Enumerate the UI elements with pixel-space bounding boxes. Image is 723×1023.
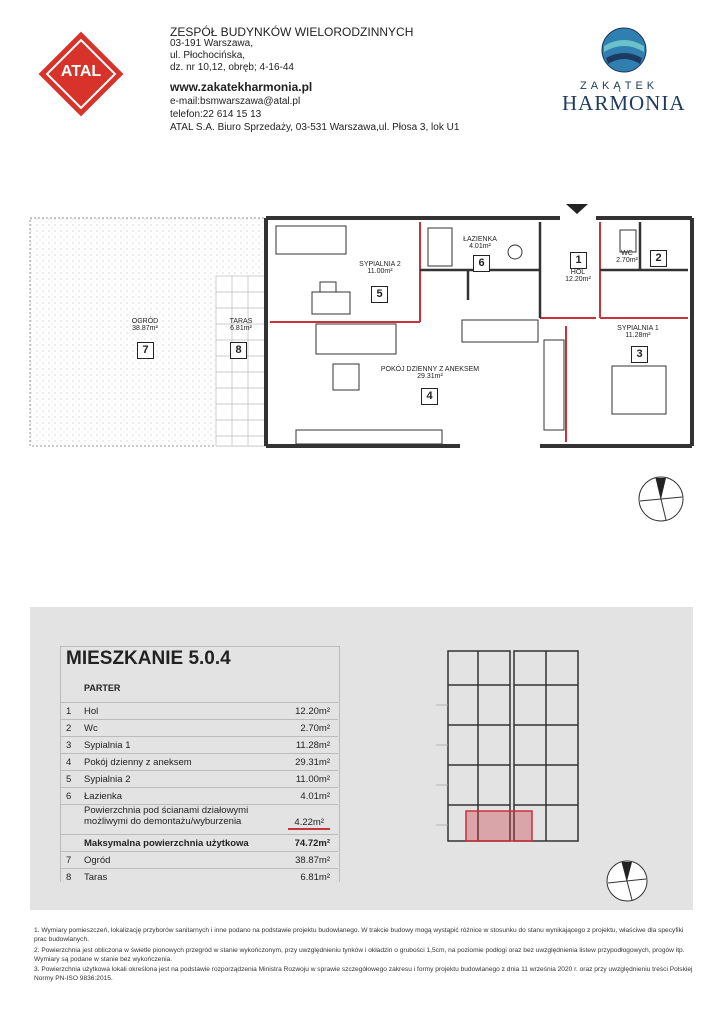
phone-text: telefon:22 614 15 13 — [170, 109, 262, 120]
room-1-number: 1 — [570, 252, 587, 269]
atal-logo-text: ATAL — [60, 63, 102, 80]
room-5-number: 5 — [371, 286, 388, 303]
room-2-label: WC 2.70m² — [616, 250, 638, 264]
highlighted-apartment — [466, 811, 532, 841]
room-6-label: ŁAZIENKA 4.01m² — [463, 236, 497, 250]
address-line-3: dz. nr 10,12, obręb; 4-16-44 — [170, 62, 294, 73]
compass-icon-small — [604, 858, 650, 904]
footnote-3: 3. Powierzchnia użytkowa lokali określona jest na podstawie rozporządzenia Ministra Rozwoju w sprawie szczegółowego zakresu i formy projektu budowlanego z dnia 11 września 2020 r. oraz przy uwzględnieniu treści Polskiej Normy PN-ISO 9836:2015. — [34, 966, 693, 982]
floor-label: PARTER — [84, 683, 121, 693]
room-1-label: HOL 12.20m² — [565, 269, 591, 283]
room-7-number: 7 — [137, 342, 154, 359]
table-row: 1 Hol 12.20m² — [60, 702, 338, 720]
table-row: 7 Ogród 38.87m² — [60, 851, 338, 869]
office-address: ATAL S.A. Biuro Sprzedaży, 03-531 Warszawa,ul. Płosa 3, lok U1 — [170, 122, 460, 133]
max-area-row: Maksymalna powierzchnia użytkowa 74.72m² — [60, 834, 338, 852]
room-8-number: 8 — [230, 342, 247, 359]
room-3-label: SYPIALNIA 1 11.28m² — [617, 325, 659, 339]
brand-sub: ZAKĄTEK — [580, 80, 659, 92]
table-row: 2 Wc 2.70m² — [60, 719, 338, 737]
email-link[interactable]: e-mail:bsmwarszawa@atal.pl — [170, 96, 301, 107]
compass-icon — [636, 474, 686, 524]
table-row: 6 Łazienka 4.01m² — [60, 787, 338, 805]
room-7-label: OGRÓD 38.87m² — [131, 318, 159, 332]
room-4-label: POKÓJ DZIENNY Z ANEKSEM 29.31m² — [380, 366, 480, 380]
table-row: 3 Sypialnia 1 11.28m² — [60, 736, 338, 754]
room-8-label: TARAS 6.81m² — [229, 318, 253, 332]
terrace-area — [216, 276, 266, 446]
table-row: 8 Taras 6.81m² — [60, 868, 338, 886]
room-5-label: SYPIALNIA 2 11.00m² — [359, 261, 401, 275]
entrance-marker — [566, 204, 588, 214]
room-2-number: 2 — [650, 250, 667, 267]
harmonia-emblem — [600, 26, 648, 74]
website-link[interactable]: www.zakatekharmonia.pl — [170, 80, 313, 94]
address-line-1: 03-191 Warszawa, — [170, 38, 253, 49]
company-title: ZESPÓŁ BUDYNKÓW WIELORODZINNYCH — [170, 25, 414, 39]
building-key-plan — [436, 645, 586, 851]
brand-main: HARMONIA — [562, 91, 686, 115]
footnote-2: 2. Powierzchnia jest obliczona w świetle pionowych przegród w stanie wykończonym, przy uwzględnieniu tynków i okładzin o grubości 1,5cm, na poziomie podłogi oraz bez uwzględnienia listew przypodłogowych, progów itp. Wymiary są podane w stanie bez wykończenia. — [34, 947, 685, 963]
table-row: 4 Pokój dzienny z aneksem 29.31m² — [60, 753, 338, 771]
address-line-2: ul. Płochocińska, — [170, 50, 246, 61]
room-3-number: 3 — [631, 346, 648, 363]
room-4-number: 4 — [421, 388, 438, 405]
footnote-1: 1. Wymiary pomieszczeń, lokalizację przyborów sanitarnych i inne podano na podstawie projektu budowlanego. W trakcie budowy mogą wystąpić różnice w stosunku do stanu wynikającego z projektu, właściwe dla specyfiki prac budowlanych. — [34, 927, 684, 943]
room-6-number: 6 — [473, 255, 490, 272]
table-row: 5 Sypialnia 2 11.00m² — [60, 770, 338, 788]
apartment-title: MIESZKANIE 5.0.4 — [66, 648, 231, 669]
removable-area-row: Powierzchnia pod ścianami działowymi możliwymi do demontażu/wyburzenia 4.22m² — [60, 804, 338, 835]
